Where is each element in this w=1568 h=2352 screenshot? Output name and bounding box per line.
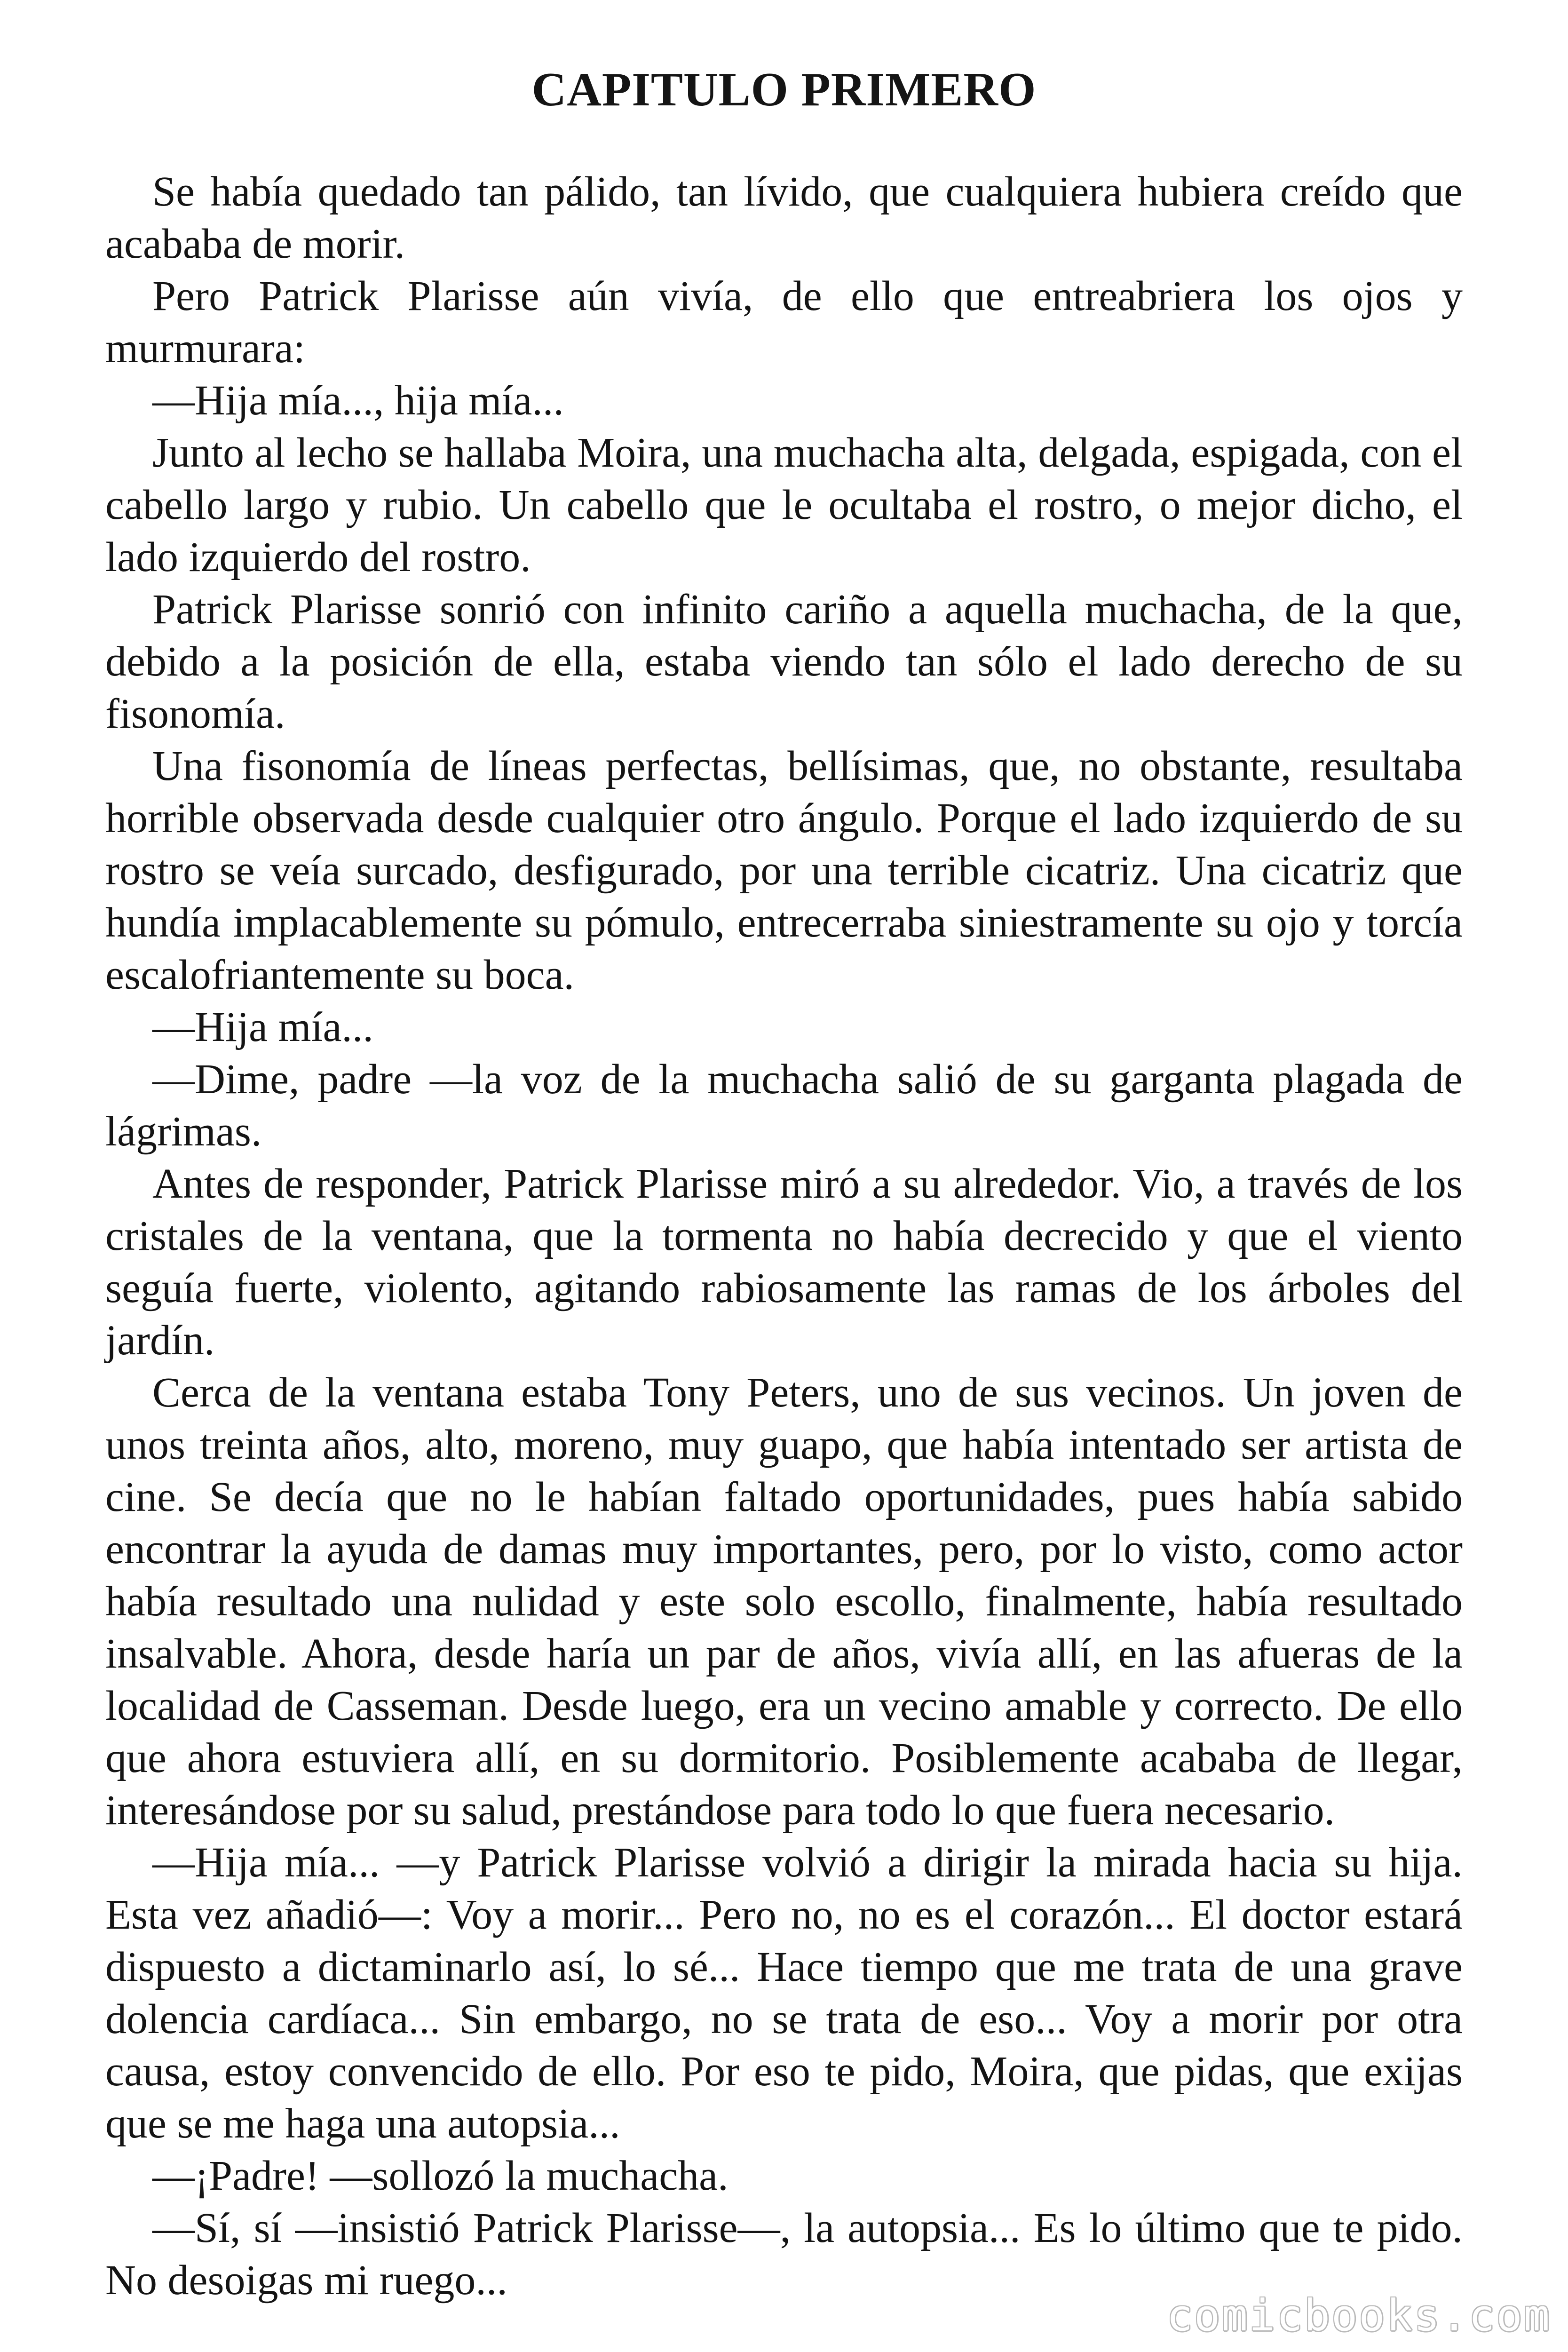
paragraph: Cerca de la ventana estaba Tony Peters, uno de sus vecinos. Un joven de unos treinta años, alto, moreno, muy guapo, que había intentado ser artista de cine. Se decía que no le habían faltado oportunidades, pues había sabido encontrar la ayuda de damas muy importantes, pero, por lo visto, como actor había resultado una nulidad y este solo escollo, finalmente, había resultado insalvable. Ahora, desde haría un par de años, vivía allí, en las afueras de la localidad de Casseman. Desde luego, era un vecino amable y correcto. De ello que ahora estuviera allí, en su dormitorio. Posiblemente acababa de llegar, interesándose por su salud, prestándose para todo lo que fuera necesario.	[105, 1369, 1463, 1834]
paragraph: —Hija mía... —y Patrick Plarisse volvió a dirigir la mirada hacia su hija. Esta vez añadió—: Voy a morir... Pero no, no es el corazón... El doctor estará dispuesto a dictaminarlo así, lo sé... Hace tiempo que me trata de una grave dolencia cardíaca... Sin embargo, no se trata de eso... Voy a morir por otra causa, estoy convencido de ello. Por eso te pido, Moira, que pidas, que exijas que se me haga una autopsia...	[105, 1839, 1463, 2147]
paragraph: Una fisonomía de líneas perfectas, bellísimas, que, no obstante, resultaba horrible observada desde cualquier otro ángulo. Porque el lado izquierdo de su rostro se veía surcado, desfigurado, por una terrible cicatriz. Una cicatriz que hundía implacablemente su pómulo, entrecerraba siniestramente su ojo y torcía escalofriantemente su boca.	[105, 743, 1463, 999]
paragraph: —Dime, padre —la voz de la muchacha salió de su garganta plagada de lágrimas.	[105, 1056, 1463, 1155]
paragraph: Pero Patrick Plarisse aún vivía, de ello que entreabriera los ojos y murmurara:	[105, 273, 1463, 372]
paragraph: —Hija mía..., hija mía...	[152, 377, 564, 424]
paragraph: —¡Padre! —sollozó la muchacha.	[152, 2153, 729, 2200]
paragraph: —Sí, sí —insistió Patrick Plarisse—, la autopsia... Es lo último que te pido. No desoigas mi ruego...	[105, 2205, 1463, 2304]
book-page	[105, 61, 1463, 2306]
paragraph: —Hija mía...	[152, 1004, 373, 1051]
chapter-title: CAPITULO PRIMERO	[531, 63, 1037, 116]
paragraph: Antes de responder, Patrick Plarisse miró a su alrededor. Vio, a través de los cristales de la ventana, que la tormenta no había decrecido y que el viento seguía fuerte, violento, agitando rabiosamente las ramas de los árboles del jardín.	[105, 1160, 1463, 1364]
watermark: comicbooks.com	[1166, 2290, 1551, 2341]
paragraph: Se había quedado tan pálido, tan lívido, que cualquiera hubiera creído que acababa de morir.	[105, 168, 1463, 268]
paragraph: Patrick Plarisse sonrió con infinito cariño a aquella muchacha, de la que, debido a la posición de ella, estaba viendo tan sólo el lado derecho de su fisonomía.	[105, 586, 1463, 738]
chapter-body	[105, 166, 1463, 2306]
paragraph: Junto al lecho se hallaba Moira, una muchacha alta, delgada, espigada, con el cabello largo y rubio. Un cabello que le ocultaba el rostro, o mejor dicho, el lado izquierdo del rostro.	[105, 429, 1463, 581]
